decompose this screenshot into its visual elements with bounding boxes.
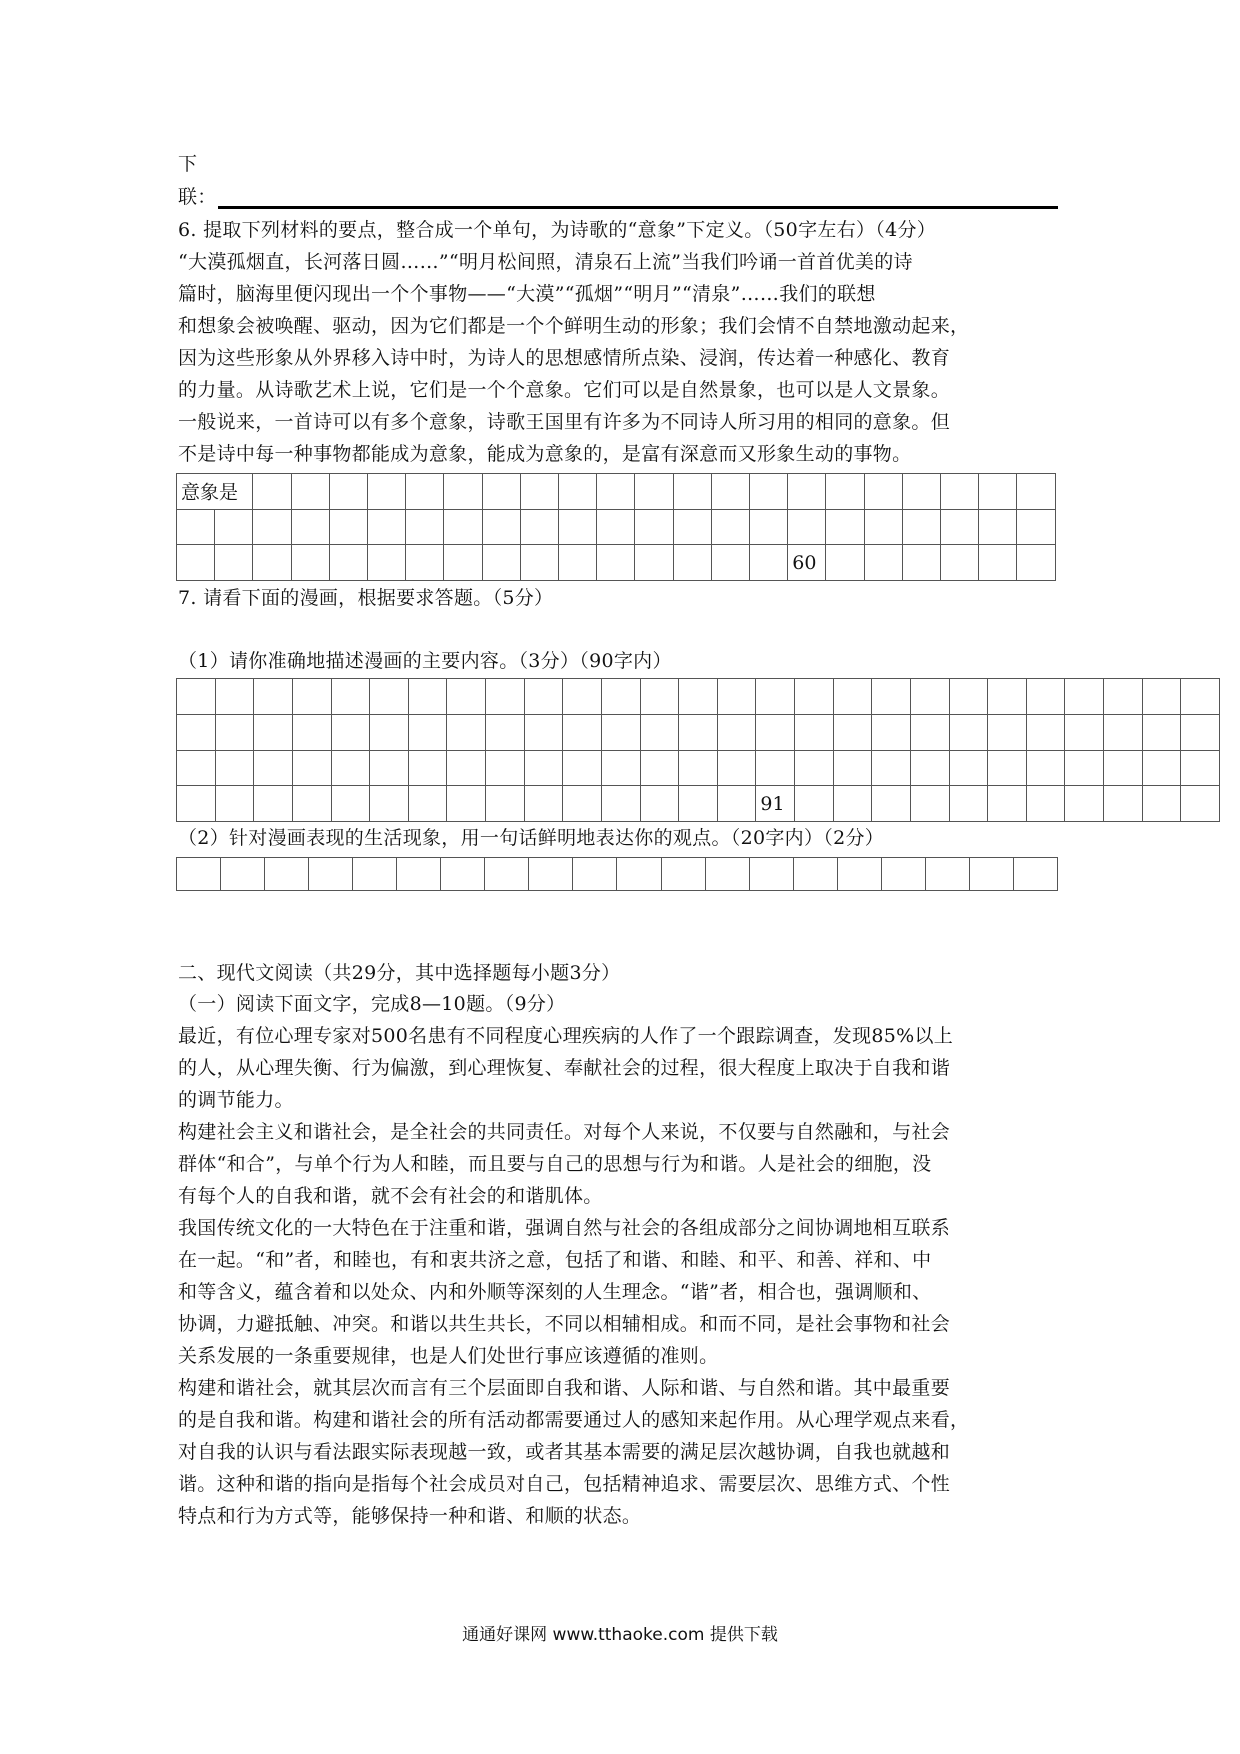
grid-cell[interactable] bbox=[864, 509, 902, 545]
grid-cell[interactable] bbox=[406, 474, 444, 510]
grid-cell[interactable] bbox=[749, 858, 793, 891]
s2-passage-line: 协调，力避抵触、冲突。和谐以共生共长，不同以相辅相成。和而不同，是社会事物和社会 bbox=[178, 1313, 951, 1335]
grid-prefix-label: 意象是 bbox=[181, 481, 239, 504]
grid-cell[interactable] bbox=[408, 786, 447, 822]
grid-cell[interactable] bbox=[910, 750, 949, 786]
grid-cell[interactable] bbox=[353, 858, 397, 891]
grid-cell[interactable] bbox=[756, 786, 795, 822]
grid-cell[interactable] bbox=[826, 545, 864, 581]
grid-cell[interactable] bbox=[988, 750, 1027, 786]
grid-cell[interactable] bbox=[711, 545, 749, 581]
grid-cell[interactable] bbox=[1065, 714, 1104, 750]
grid-cell[interactable] bbox=[254, 679, 293, 715]
grid-cell[interactable] bbox=[329, 474, 367, 510]
s2-passage-line: 的调节能力。 bbox=[178, 1089, 294, 1111]
grid-cell[interactable] bbox=[679, 714, 718, 750]
grid-count-marker: 60 bbox=[792, 551, 817, 574]
grid-cell[interactable] bbox=[717, 679, 756, 715]
grid-cell[interactable] bbox=[524, 750, 563, 786]
s2-passage-line: 在一起。“和”者，和睦也，有和衷共济之意，包括了和谐、和睦、和平、和善、祥和、中 bbox=[178, 1249, 932, 1271]
grid-cell[interactable] bbox=[881, 858, 925, 891]
grid-cell[interactable] bbox=[910, 786, 949, 822]
grid-cell[interactable] bbox=[788, 545, 826, 581]
grid-cell[interactable] bbox=[408, 679, 447, 715]
grid-cell[interactable] bbox=[793, 858, 837, 891]
grid-cell[interactable] bbox=[573, 858, 617, 891]
grid-cell[interactable] bbox=[679, 786, 718, 822]
grid-cell[interactable] bbox=[177, 858, 221, 891]
grid-cell[interactable] bbox=[292, 679, 331, 715]
grid-cell[interactable] bbox=[910, 679, 949, 715]
s2-passage-line: 关系发展的一条重要规律，也是人们处世行事应该遵循的准则。 bbox=[178, 1345, 719, 1367]
grid-cell[interactable] bbox=[679, 750, 718, 786]
grid-cell[interactable] bbox=[559, 509, 597, 545]
section2-title: 二、现代文阅读（共29分，其中选择题每小题3分） bbox=[178, 962, 621, 984]
s2-passage-line: 最近，有位心理专家对500名患有不同程度心理疾病的人作了一个跟踪调查，发现85%以上 bbox=[178, 1025, 954, 1047]
grid-cell[interactable] bbox=[524, 679, 563, 715]
grid-cell[interactable] bbox=[1181, 714, 1220, 750]
grid-cell[interactable] bbox=[563, 714, 602, 750]
grid-cell[interactable] bbox=[331, 750, 370, 786]
grid-cell[interactable] bbox=[331, 786, 370, 822]
grid-cell[interactable] bbox=[563, 786, 602, 822]
grid-cell[interactable] bbox=[750, 509, 788, 545]
grid-cell[interactable] bbox=[837, 858, 881, 891]
s2-passage-line: 谐。这种和谐的指向是指每个社会成员对自己，包括精神追求、需要层次、思维方式、个性 bbox=[178, 1473, 951, 1495]
grid-cell[interactable] bbox=[177, 545, 215, 581]
grid-cell[interactable] bbox=[601, 750, 640, 786]
grid-cell[interactable] bbox=[253, 545, 291, 581]
grid-cell[interactable] bbox=[408, 714, 447, 750]
grid-cell[interactable] bbox=[447, 750, 486, 786]
s2-passage-line: 群体“和合”，与单个行为人和睦，而且要与自己的思想与行为和谐。人是社会的细胞，没 bbox=[178, 1153, 932, 1175]
s2-passage-line: 构建和谐社会，就其层次而言有三个层面即自我和谐、人际和谐、与自然和谐。其中最重要 bbox=[178, 1377, 951, 1399]
grid-cell[interactable] bbox=[717, 714, 756, 750]
grid-row bbox=[177, 509, 1056, 545]
grid-cell[interactable] bbox=[910, 714, 949, 750]
grid-row bbox=[177, 750, 1220, 786]
s2-passage-line: 的是自我和谐。构建和谐社会的所有活动都需要通过人的感知来起作用。从心理学观点来看， bbox=[178, 1409, 970, 1431]
grid-cell[interactable] bbox=[795, 714, 834, 750]
grid-cell[interactable] bbox=[486, 714, 525, 750]
grid-cell[interactable] bbox=[1017, 474, 1056, 510]
grid-cell[interactable] bbox=[482, 474, 520, 510]
grid-row bbox=[177, 474, 1056, 510]
grid-cell[interactable] bbox=[1181, 750, 1220, 786]
grid-cell[interactable] bbox=[640, 679, 679, 715]
grid-cell[interactable] bbox=[291, 509, 329, 545]
s2-passage-line: 和等含义，蕴含着和以处众、内和外顺等深刻的人生理念。“谐”者，相合也，强调顺和、 bbox=[178, 1281, 932, 1303]
grid-cell[interactable] bbox=[640, 714, 679, 750]
grid-cell[interactable] bbox=[447, 786, 486, 822]
grid-cell[interactable] bbox=[711, 509, 749, 545]
q6-title: 6. 提取下列材料的要点，整合成一个单句，为诗歌的“意象”下定义。（50字左右）（4分） bbox=[178, 219, 937, 241]
grid-cell[interactable] bbox=[265, 858, 309, 891]
grid-cell[interactable] bbox=[756, 679, 795, 715]
grid-cell[interactable] bbox=[902, 509, 940, 545]
grid-cell[interactable] bbox=[215, 750, 254, 786]
grid-cell[interactable] bbox=[1104, 750, 1143, 786]
grid-cell[interactable] bbox=[1026, 786, 1065, 822]
grid-row bbox=[177, 714, 1220, 750]
grid-cell[interactable] bbox=[1026, 750, 1065, 786]
q6-passage-line: 不是诗中每一种事物都能成为意象，能成为意象的，是富有深意而又形象生动的事物。 bbox=[178, 443, 912, 465]
grid-cell[interactable] bbox=[597, 509, 635, 545]
grid-cell[interactable] bbox=[795, 786, 834, 822]
grid-cell[interactable] bbox=[941, 509, 979, 545]
grid-cell[interactable] bbox=[447, 714, 486, 750]
grid-cell[interactable] bbox=[486, 679, 525, 715]
grid-cell[interactable] bbox=[872, 714, 911, 750]
grid-cell[interactable] bbox=[756, 714, 795, 750]
grid-cell[interactable] bbox=[949, 714, 988, 750]
grid-cell[interactable] bbox=[444, 509, 482, 545]
grid-cell[interactable] bbox=[988, 786, 1027, 822]
grid-cell[interactable] bbox=[711, 474, 749, 510]
q6-passage-line: 的力量。从诗歌艺术上说，它们是一个个意象。它们可以是自然景象，也可以是人文景象。 bbox=[178, 379, 951, 401]
grid-cell[interactable] bbox=[1104, 679, 1143, 715]
grid-cell[interactable] bbox=[795, 679, 834, 715]
page-footer: 通通好课网 www.tthaoke.com 提供下载 bbox=[462, 1625, 778, 1645]
grid-cell[interactable] bbox=[1142, 679, 1181, 715]
grid-cell[interactable] bbox=[673, 474, 711, 510]
grid-cell[interactable] bbox=[292, 714, 331, 750]
grid-cell[interactable] bbox=[826, 474, 864, 510]
grid-cell[interactable] bbox=[635, 545, 673, 581]
grid-cell[interactable] bbox=[368, 545, 406, 581]
grid-cell[interactable] bbox=[941, 474, 979, 510]
grid-cell[interactable] bbox=[370, 786, 409, 822]
grid-cell[interactable] bbox=[601, 714, 640, 750]
grid-cell[interactable] bbox=[640, 750, 679, 786]
grid-cell[interactable] bbox=[329, 545, 367, 581]
grid-cell[interactable] bbox=[925, 858, 969, 891]
grid-cell[interactable] bbox=[902, 545, 940, 581]
grid-cell[interactable] bbox=[795, 750, 834, 786]
grid-cell[interactable] bbox=[215, 679, 254, 715]
grid-cell[interactable] bbox=[482, 545, 520, 581]
grid-cell[interactable] bbox=[661, 858, 705, 891]
grid-cell[interactable] bbox=[988, 714, 1027, 750]
q7-sub1-answer-grid[interactable] bbox=[176, 678, 1220, 822]
grid-cell[interactable] bbox=[406, 545, 444, 581]
grid-cell[interactable] bbox=[486, 750, 525, 786]
grid-cell[interactable] bbox=[1104, 714, 1143, 750]
grid-cell[interactable] bbox=[833, 750, 872, 786]
grid-cell[interactable] bbox=[979, 545, 1017, 581]
grid-cell[interactable] bbox=[215, 714, 254, 750]
grid-cell[interactable] bbox=[833, 786, 872, 822]
grid-cell[interactable] bbox=[329, 509, 367, 545]
grid-cell[interactable] bbox=[253, 474, 291, 510]
couplet-xia-char: 下 bbox=[178, 153, 198, 175]
grid-cell[interactable] bbox=[370, 750, 409, 786]
grid-cell[interactable] bbox=[254, 714, 293, 750]
grid-cell[interactable] bbox=[601, 786, 640, 822]
grid-cell[interactable] bbox=[979, 509, 1017, 545]
grid-cell[interactable] bbox=[949, 750, 988, 786]
s2-passage-line: 的人，从心理失衡、行为偏激，到心理恢复、奉献社会的过程，很大程度上取决于自我和谐 bbox=[178, 1057, 951, 1079]
grid-cell[interactable] bbox=[215, 786, 254, 822]
q6-answer-grid[interactable] bbox=[176, 473, 1056, 581]
answer-underline[interactable] bbox=[218, 206, 1058, 209]
grid-cell[interactable] bbox=[788, 509, 826, 545]
grid-cell[interactable] bbox=[397, 858, 441, 891]
grid-cell[interactable] bbox=[291, 474, 329, 510]
grid-row bbox=[177, 786, 1220, 822]
grid-cell[interactable] bbox=[1065, 679, 1104, 715]
grid-cell[interactable] bbox=[717, 786, 756, 822]
grid-cell[interactable] bbox=[1142, 786, 1181, 822]
grid-cell[interactable] bbox=[177, 474, 253, 510]
grid-cell[interactable] bbox=[520, 509, 558, 545]
grid-cell[interactable] bbox=[1026, 679, 1065, 715]
grid-cell[interactable] bbox=[941, 545, 979, 581]
q7-title: 7. 请看下面的漫画，根据要求答题。（5分） bbox=[178, 587, 554, 609]
grid-cell[interactable] bbox=[368, 509, 406, 545]
grid-cell[interactable] bbox=[902, 474, 940, 510]
grid-cell[interactable] bbox=[969, 858, 1013, 891]
grid-cell[interactable] bbox=[750, 474, 788, 510]
grid-cell[interactable] bbox=[833, 679, 872, 715]
grid-cell[interactable] bbox=[826, 509, 864, 545]
grid-row bbox=[177, 679, 1220, 715]
grid-cell[interactable] bbox=[1181, 786, 1220, 822]
grid-cell[interactable] bbox=[872, 679, 911, 715]
grid-cell[interactable] bbox=[617, 858, 661, 891]
q6-passage-line: “大漠孤烟直，长河落日圆……”“明月松间照，清泉石上流”当我们吟诵一首首优美的诗 bbox=[178, 251, 913, 273]
grid-cell[interactable] bbox=[177, 786, 216, 822]
grid-cell[interactable] bbox=[1013, 858, 1057, 891]
grid-cell[interactable] bbox=[253, 509, 291, 545]
q7-sub1: （1）请你准确地描述漫画的主要内容。（3分）（90字内） bbox=[178, 650, 672, 672]
grid-cell[interactable] bbox=[524, 786, 563, 822]
s2-passage-line: 我国传统文化的一大特色在于注重和谐，强调自然与社会的各组成部分之间协调地相互联系 bbox=[178, 1217, 951, 1239]
grid-cell[interactable] bbox=[368, 474, 406, 510]
grid-cell[interactable] bbox=[949, 786, 988, 822]
grid-cell[interactable] bbox=[331, 714, 370, 750]
grid-cell[interactable] bbox=[221, 858, 265, 891]
grid-cell[interactable] bbox=[486, 786, 525, 822]
grid-cell[interactable] bbox=[864, 545, 902, 581]
grid-cell[interactable] bbox=[1065, 786, 1104, 822]
grid-cell[interactable] bbox=[520, 545, 558, 581]
grid-cell[interactable] bbox=[750, 545, 788, 581]
grid-cell[interactable] bbox=[408, 750, 447, 786]
s2-passage-line: 有每个人的自我和谐，就不会有社会的和谐肌体。 bbox=[178, 1185, 603, 1207]
grid-cell[interactable] bbox=[1104, 786, 1143, 822]
grid-cell[interactable] bbox=[529, 858, 573, 891]
grid-cell[interactable] bbox=[447, 679, 486, 715]
grid-cell[interactable] bbox=[524, 714, 563, 750]
grid-cell[interactable] bbox=[872, 750, 911, 786]
grid-cell[interactable] bbox=[979, 474, 1017, 510]
grid-cell[interactable] bbox=[640, 786, 679, 822]
s2-passage-line: 对自我的认识与看法跟实际表现越一致，或者其基本需要的满足层次越协调，自我也就越和 bbox=[178, 1441, 951, 1463]
grid-cell[interactable] bbox=[1142, 714, 1181, 750]
grid-cell[interactable] bbox=[1017, 545, 1056, 581]
q6-passage-line: 和想象会被唤醒、驱动，因为它们都是一个个鲜明生动的形象；我们会情不自禁地激动起来， bbox=[178, 315, 970, 337]
grid-cell[interactable] bbox=[601, 679, 640, 715]
grid-cell[interactable] bbox=[1181, 679, 1220, 715]
s2-passage-line: 构建社会主义和谐社会，是全社会的共同责任。对每个人来说，不仅要与自然融和，与社会 bbox=[178, 1121, 951, 1143]
grid-cell[interactable] bbox=[597, 545, 635, 581]
grid-cell[interactable] bbox=[673, 545, 711, 581]
grid-row bbox=[177, 858, 1058, 891]
q7-sub2: （2）针对漫画表现的生活现象，用一句话鲜明地表达你的观点。（20字内）（2分） bbox=[178, 827, 885, 849]
grid-cell[interactable] bbox=[254, 750, 293, 786]
q6-passage-line: 篇时，脑海里便闪现出一个个事物——“大漠”“孤烟”“明月”“清泉”……我们的联想 bbox=[178, 283, 876, 305]
grid-cell[interactable] bbox=[331, 679, 370, 715]
grid-cell[interactable] bbox=[309, 858, 353, 891]
grid-cell[interactable] bbox=[370, 714, 409, 750]
couplet-lian-label: 联： bbox=[178, 186, 217, 208]
grid-cell[interactable] bbox=[1142, 750, 1181, 786]
grid-cell[interactable] bbox=[370, 679, 409, 715]
grid-cell[interactable] bbox=[177, 750, 216, 786]
grid-cell[interactable] bbox=[1026, 714, 1065, 750]
grid-cell[interactable] bbox=[864, 474, 902, 510]
grid-cell[interactable] bbox=[292, 786, 331, 822]
grid-cell[interactable] bbox=[563, 679, 602, 715]
grid-cell[interactable] bbox=[949, 679, 988, 715]
q6-passage-line: 因为这些形象从外界移入诗中时，为诗人的思想感情所点染、浸润，传达着一种感化、教育 bbox=[178, 347, 951, 369]
q6-passage-line: 一般说来，一首诗可以有多个意象，诗歌王国里有许多为不同诗人所习用的相同的意象。但 bbox=[178, 411, 951, 433]
s2-passage-line: 特点和行为方式等，能够保持一种和谐、和顺的状态。 bbox=[178, 1505, 642, 1527]
grid-cell[interactable] bbox=[292, 750, 331, 786]
grid-cell[interactable] bbox=[485, 858, 529, 891]
section2-sub: （一）阅读下面文字，完成8—10题。（9分） bbox=[178, 993, 566, 1015]
grid-cell[interactable] bbox=[872, 786, 911, 822]
grid-cell[interactable] bbox=[559, 545, 597, 581]
grid-cell[interactable] bbox=[788, 474, 826, 510]
grid-cell[interactable] bbox=[444, 474, 482, 510]
grid-cell[interactable] bbox=[635, 509, 673, 545]
grid-cell[interactable] bbox=[559, 474, 597, 510]
grid-cell[interactable] bbox=[1017, 509, 1056, 545]
grid-cell[interactable] bbox=[756, 750, 795, 786]
grid-cell[interactable] bbox=[254, 786, 293, 822]
grid-cell[interactable] bbox=[177, 714, 216, 750]
grid-cell[interactable] bbox=[177, 509, 215, 545]
grid-cell[interactable] bbox=[215, 509, 253, 545]
grid-cell[interactable] bbox=[705, 858, 749, 891]
grid-cell[interactable] bbox=[988, 679, 1027, 715]
grid-cell[interactable] bbox=[1065, 750, 1104, 786]
grid-cell[interactable] bbox=[291, 545, 329, 581]
grid-row bbox=[177, 545, 1056, 581]
grid-cell[interactable] bbox=[441, 858, 485, 891]
grid-count-marker: 91 bbox=[760, 792, 785, 815]
grid-cell[interactable] bbox=[833, 714, 872, 750]
grid-cell[interactable] bbox=[563, 750, 602, 786]
grid-cell[interactable] bbox=[679, 679, 718, 715]
grid-cell[interactable] bbox=[597, 474, 635, 510]
grid-cell[interactable] bbox=[215, 545, 253, 581]
grid-cell[interactable] bbox=[520, 474, 558, 510]
grid-cell[interactable] bbox=[444, 545, 482, 581]
grid-cell[interactable] bbox=[717, 750, 756, 786]
grid-cell[interactable] bbox=[406, 509, 444, 545]
q7-sub2-answer-grid[interactable] bbox=[176, 857, 1058, 891]
grid-cell[interactable] bbox=[673, 509, 711, 545]
grid-cell[interactable] bbox=[635, 474, 673, 510]
grid-cell[interactable] bbox=[482, 509, 520, 545]
grid-cell[interactable] bbox=[177, 679, 216, 715]
